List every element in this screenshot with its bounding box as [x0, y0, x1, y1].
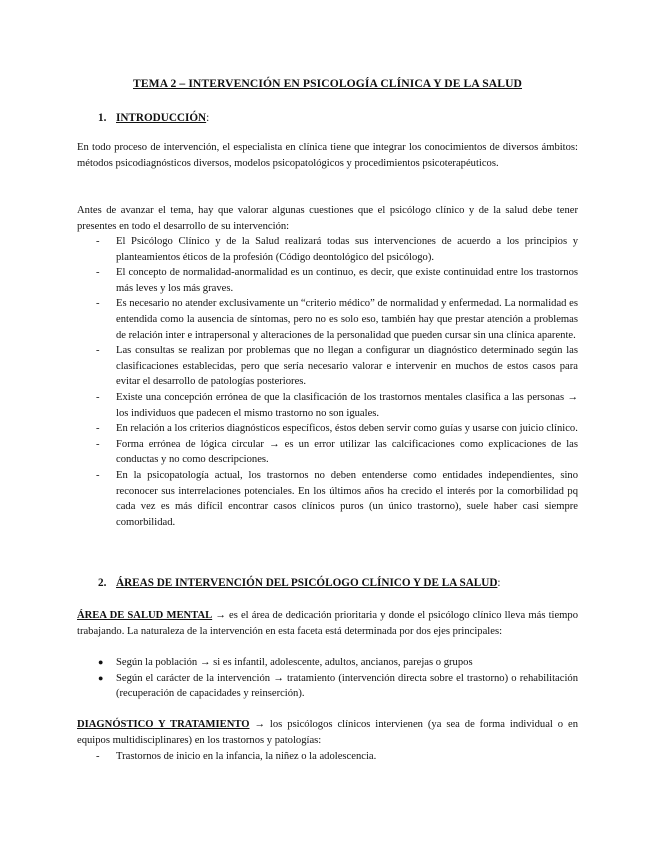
page-title: TEMA 2 – INTERVENCIÓN EN PSICOLOGÍA CLÍNICA Y DE LA SALUD: [132, 77, 523, 90]
list-item-text: Forma errónea de lógica circular → es un error utilizar las calcificaciones como explicaciones de las conductas y no como descripciones.: [116, 438, 578, 466]
list-item: [77, 234, 578, 265]
diagnosis-label: DIAGNÓSTICO Y TRATAMIENTO: [77, 719, 250, 730]
diagnosis-text: → los psicólogos clínicos intervienen (ya sea de forma individual o en equipos multidisciplinares) en los trastornos y patologías:: [77, 719, 578, 746]
mental-health-paragraph: [77, 608, 578, 639]
list-item: [77, 390, 578, 421]
list-item: [77, 671, 578, 702]
section-2-colon: :: [497, 577, 501, 589]
list-item-text: En la psicopatología actual, los trastornos no deben entenderse como entidades independientes, sino reconocer sus interrelaciones potenciales. En los últimos años ha crecido el interés por la comorbilidad pq cada vez es más difícil encontrar casos clínicos puros (un único trastorno), suele haber casi siempre comorbilidad.: [116, 469, 578, 528]
list-item-text: En relación a los criterios diagnósticos específicos, éstos deben servir como guías y usarse con juicio clínico.: [116, 423, 578, 435]
list-item-text: Existe una concepción errónea de que la clasificación de los trastornos mentales clasifica a las personas → los individuos que padecen el mismo trastorno no son iguales.: [116, 391, 578, 419]
section-2-number: 2.: [98, 577, 107, 589]
dash-bullet: -: [96, 438, 100, 450]
diagnosis-list: [77, 749, 578, 765]
list-item-text: Trastornos de inicio en la infancia, la niñez o la adolescencia.: [116, 751, 377, 762]
dash-bullet: -: [96, 267, 100, 279]
list-item-text: El Psicólogo Clínico y de la Salud realizará todas sus intervenciones de acuerdo a los principios y planteamientos éticos de la profesión (Código deontológico del psicólogo).: [116, 236, 578, 263]
list-item-text: Es necesario no atender exclusivamente un “criterio médico” de normalidad y enfermedad. La normalidad es entendida como la ausencia de síntomas, pero no es solo eso, también hay que prestar atención a problemas de relación inter e intrapersonal y alteraciones de la personalidad que pueden cursar sin una clínica aparente.: [116, 298, 578, 341]
dash-bullet: -: [96, 298, 100, 310]
list-item: [77, 749, 578, 765]
dash-bullet: -: [96, 391, 100, 403]
section-2-heading: [98, 576, 501, 592]
list-item: [77, 421, 578, 437]
section-1-colon: :: [206, 112, 210, 124]
dash-bullet: -: [96, 236, 100, 247]
list-item-text: Según el carácter de la intervención → tratamiento (intervención directa sobre el trastorno) o rehabilitación (recuperación de capacidades y reinserción).: [116, 672, 578, 700]
section-1-title: INTRODUCCIÓN: [116, 112, 207, 124]
mental-health-text: → es el área de dedicación prioritaria y donde el psicólogo clínico lleva más tiempo trabajando. La naturaleza de la intervención en esta faceta está determinada por dos ejes principales:: [77, 610, 579, 637]
section-2-title: ÁREAS DE INTERVENCIÓN DEL PSICÓLOGO CLÍNICO Y DE LA SALUD: [116, 577, 498, 589]
dash-bullet: -: [96, 469, 100, 481]
list-item: [77, 343, 578, 390]
list-item: [77, 655, 578, 671]
dash-bullet: -: [96, 751, 100, 762]
list-item: [77, 265, 578, 296]
considerations-list: [77, 234, 578, 530]
section-1-heading: [98, 111, 209, 127]
list-item: [77, 437, 578, 468]
list-item-text: Según la población → si es infantil, adolescente, adultos, ancianos, parejas o grupos: [116, 657, 473, 668]
section-1-number: 1.: [98, 112, 107, 124]
mental-health-label: ÁREA DE SALUD MENTAL: [77, 610, 213, 621]
mental-health-list: [77, 655, 578, 702]
dash-bullet: -: [96, 423, 100, 435]
dot-bullet: ●: [98, 657, 104, 667]
list-item: [77, 296, 578, 343]
list-item-text: Las consultas se realizan por problemas que no llegan a configurar un diagnóstico determinado según las clasificaciones establecidas, pero que sería necesario valorar e intervenir en muchos de estos casos para evitar el desarrollo de patologías posteriores.: [116, 345, 578, 388]
dash-bullet: -: [96, 345, 100, 357]
list-item-text: El concepto de normalidad-anormalidad es un continuo, es decir, que existe continuidad entre los trastornos más leves y los más graves.: [116, 267, 578, 294]
diagnosis-paragraph: [77, 717, 578, 748]
lead-paragraph: Antes de avanzar el tema, hay que valorar algunas cuestiones que el psicólogo clínico y de la salud debe tener presentes en todo el desarrollo de su intervención:: [77, 205, 578, 232]
intro-paragraph: En todo proceso de intervención, el especialista en clínica tiene que integrar los conocimientos de diversos ámbitos: métodos psicodiagnósticos diversos, modelos psicopatológicos y procedimientos psicoterapéuticos.: [77, 142, 578, 169]
dot-bullet: ●: [98, 672, 104, 683]
list-item: [77, 468, 578, 530]
